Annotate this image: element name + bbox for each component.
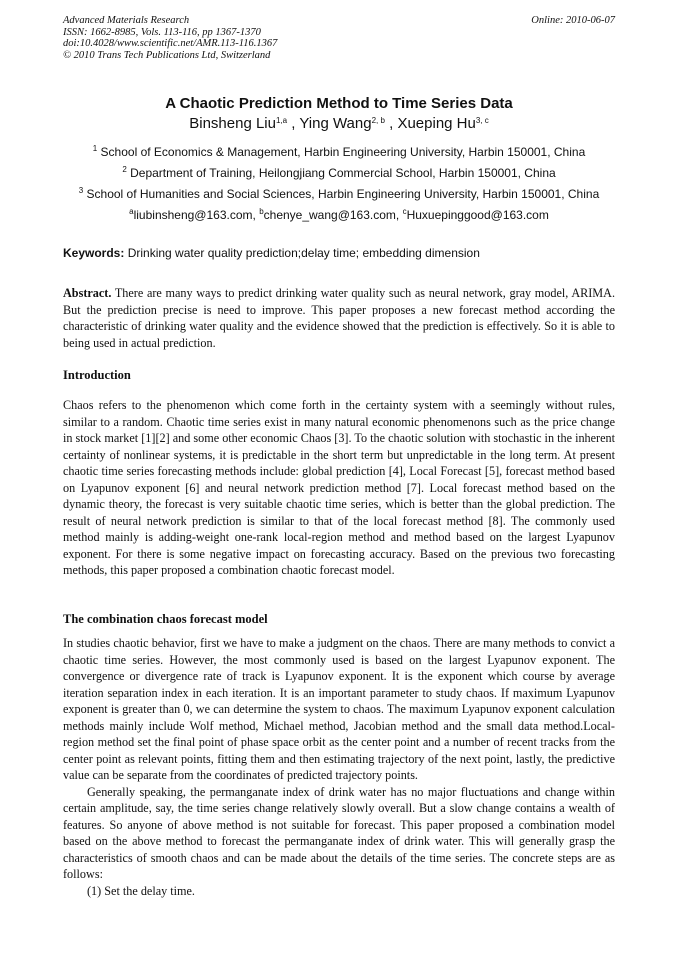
email-superscript: a (129, 207, 134, 216)
affiliation-superscript: 2 (122, 165, 127, 174)
keywords-label: Keywords: (63, 246, 125, 260)
affiliation-line (40, 163, 638, 184)
introduction-paragraph: Chaos refers to the phenomenon which come forth in the certainty system with a seemingly without rules, similar to a random. Chaotic time series exist in many natural economic phenomenons such as the price change in stock market [1][2] and some other economic Chaos [3]. To the chaotic solution with stochastic in the inherent certainty of nonlinear systems, it is predictable in the short term but unpredictable in the long term. At present chaotic time series forecasting methods include: global prediction [4], Local Forecast [5], forecast method based on Lyapunov exponent [6] and neural network prediction method [7]. Local forecast method based on the dynamic theory, the forecast is very suitable chaotic time series, which is better than the global prediction. The result of neural network prediction is similar to that of the local forecast method [8]. The commonly used method mainly is adding-weight one-rank local-region method and method based on the largest Lyapunov exponent. For there is some negative impact on forecasting accuracy. Based on the previous two forecasting methods, this paper proposed a combination chaotic forecast model. (63, 398, 615, 577)
journal-name: Advanced Materials Research (63, 15, 190, 26)
email-superscript: b (259, 207, 264, 216)
journal-header (63, 15, 615, 61)
author-name: Ying Wang (299, 115, 372, 132)
body-paragraph: Generally speaking, the permanganate index of drink water has no major fluctuations and change within certain amplitude, say, the time series change relatively slowly overall. But a slow change contains a wealth of features. So anyone of above method is not suitable for forecast. This paper proposed a combination model based on the above method to forecast the permanganate index of drink water. This will generally grasp the characteristics of smooth chaos and can be made about the details of the time series. The concrete steps are as follows: (63, 784, 615, 881)
paper-title: A Chaotic Prediction Method to Time Series Data (165, 95, 513, 112)
title-block (40, 95, 638, 226)
author-superscript: 3, c (475, 116, 489, 125)
affiliation-superscript: 1 (92, 144, 98, 153)
author-name: Binsheng Liu (189, 115, 276, 132)
author-name: Xueping Hu (397, 115, 476, 132)
author-separator: , (287, 115, 300, 132)
email-text: Huxuepinggood@163.com (406, 208, 549, 222)
keywords-text: Drinking water quality prediction;delay time; embedding dimension (124, 246, 480, 260)
author-line (40, 114, 638, 134)
doi-line: doi:10.4028/www.scientific.net/AMR.113-116.1367 (63, 38, 278, 49)
combination-heading: The combination chaos forecast model (63, 612, 268, 626)
keywords (63, 245, 615, 261)
abstract-text: There are many ways to predict drinking water quality such as neural network, gray model, ARIMA. But the prediction precise is need to improve. This paper proposes a new forecast method according the characteristic of drinking water quality and the evidence showed that the prediction is effectively. So it is able to being used in actual prediction. (63, 286, 615, 350)
affiliation-line (40, 142, 638, 163)
author-separator: , (384, 115, 398, 132)
affiliation-text: School of Economics & Management, Harbin Engineering University, Harbin 150001, China (97, 145, 586, 159)
affiliation-text: School of Humanities and Social Sciences, Harbin Engineering University, Harbin 150001, China (83, 187, 600, 201)
body-paragraph: In studies chaotic behavior, first we have to make a judgment on the chaos. There are many methods to convict a chaotic time series. However, the most commonly used is based on the largest Lyapunov exponent. The convergence or divergence rate of track is Lyapunov exponent. It is the exponent which course by average iteration separation index in each iteration. It is an important parameter to study chaos. If maximum Lyapunov exponent is greater than 0, we can determine the system to chaos. The maximum Lyapunov exponent calculation methods mainly include Wolf method, Michael method, Jacobian method and the small data method.Local-region method set the final point of phase space orbit as the center point and a number of recent tracks from the center point as relevant points, fitting them and then estimating trajectory of the next point, lastly, the predictive value can be separate from the coordinates of predicted trajectory points. (63, 636, 615, 782)
affiliations (40, 142, 638, 226)
combination-section (63, 635, 615, 899)
author-superscript: 1,a (275, 116, 288, 125)
affiliation-text: Department of Training, Heilongjiang Commercial School, Harbin 150001, China (126, 166, 556, 180)
online-date: Online: 2010-06-07 (531, 15, 615, 26)
body-paragraph: (1) Set the delay time. (87, 883, 195, 898)
abstract-label: Abstract. (63, 286, 112, 300)
introduction-heading: Introduction (63, 368, 131, 382)
email-text: liubinsheng@163.com, (133, 208, 260, 222)
email-text: chenye_wang@163.com, (263, 208, 403, 222)
issn-line: ISSN: 1662-8985, Vols. 113-116, pp 1367-1370 (63, 26, 261, 38)
email-line (40, 205, 638, 226)
affiliation-superscript: 3 (78, 186, 84, 195)
abstract (63, 285, 615, 351)
author-superscript: 2, b (371, 116, 385, 125)
email-superscript: c (402, 207, 407, 216)
copyright-line: © 2010 Trans Tech Publications Ltd, Switzerland (63, 49, 271, 61)
affiliation-line (40, 184, 638, 205)
